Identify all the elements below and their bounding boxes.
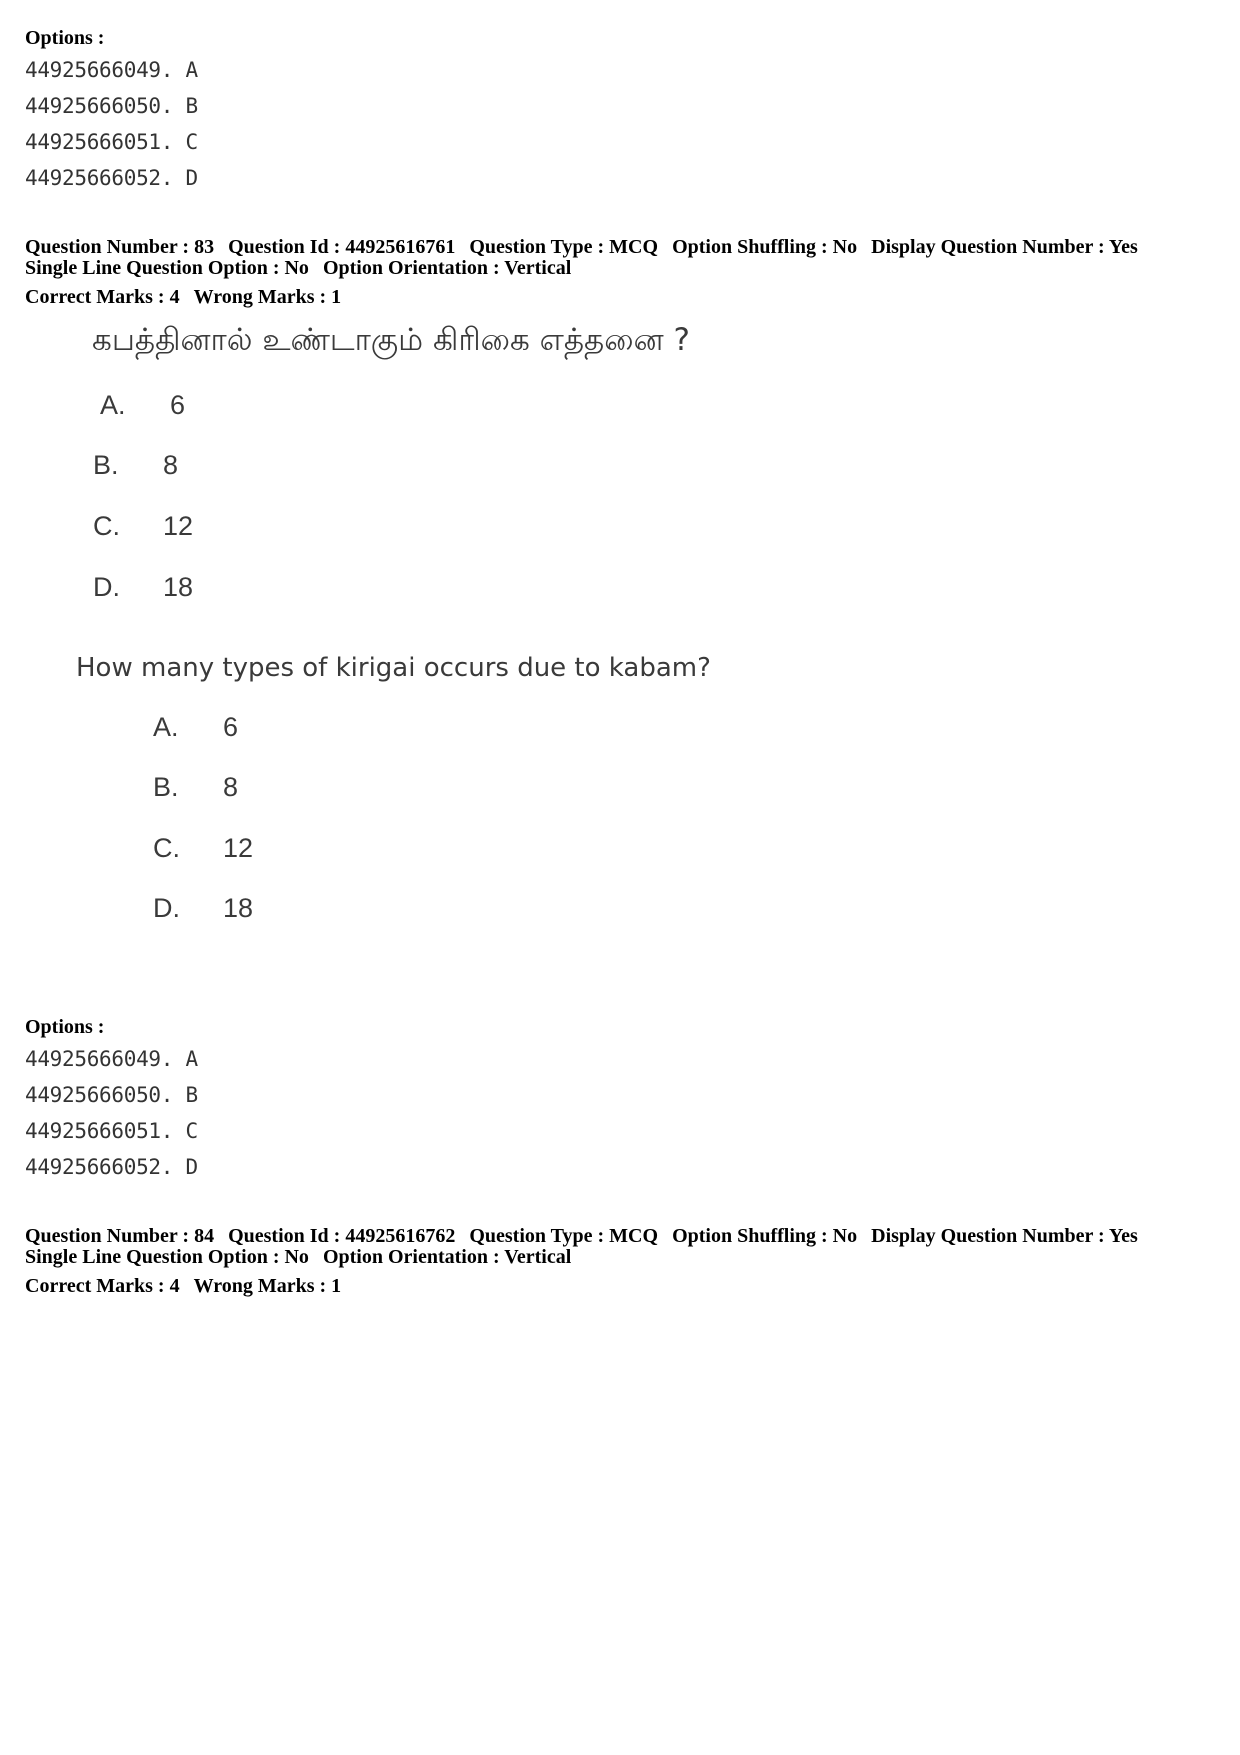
display-question-number: Display Question Number : Yes [871, 236, 1138, 258]
question-meta-line1 [25, 237, 1152, 258]
wrong-marks: Wrong Marks : 1 [193, 1275, 342, 1297]
question-marks-line [25, 287, 355, 308]
question-marks-line [25, 1276, 355, 1297]
display-question-number: Display Question Number : Yes [871, 1225, 1138, 1247]
options-label: Options : [25, 1016, 105, 1038]
choice-value: 18 [223, 893, 254, 923]
option-code-line: 44925666049. A [25, 58, 198, 82]
option-code-line: 44925666050. B [25, 1083, 198, 1107]
tamil-choice [93, 450, 178, 481]
choice-letter: D. [153, 893, 180, 923]
option-code-line: 44925666050. B [25, 94, 198, 118]
choice-letter: B. [93, 450, 119, 480]
question-number: Question Number : 83 [25, 236, 215, 258]
english-choice [153, 712, 238, 743]
question-meta-line2 [25, 1247, 585, 1268]
choice-letter: C. [153, 833, 180, 863]
option-code-line: 44925666052. D [25, 166, 198, 190]
correct-marks: Correct Marks : 4 [25, 1275, 180, 1297]
choice-letter: B. [153, 772, 179, 802]
choice-letter: D. [93, 572, 120, 602]
correct-marks: Correct Marks : 4 [25, 286, 180, 308]
choice-letter: C. [93, 511, 120, 541]
choice-value: 6 [223, 712, 239, 742]
question-type: Question Type : MCQ [469, 1225, 659, 1247]
english-choice [153, 893, 253, 924]
option-code-line: 44925666049. A [25, 1047, 198, 1071]
question-meta-line2 [25, 258, 585, 279]
single-line-option: Single Line Question Option : No [25, 257, 309, 279]
single-line-option: Single Line Question Option : No [25, 1246, 309, 1268]
choice-value: 18 [163, 572, 194, 602]
question-number: Question Number : 84 [25, 1225, 215, 1247]
english-question-text: How many types of kirigai occurs due to kabam? [76, 653, 711, 683]
question-id: Question Id : 44925616761 [228, 236, 456, 258]
wrong-marks: Wrong Marks : 1 [193, 286, 342, 308]
choice-value: 8 [223, 772, 239, 802]
option-code-line: 44925666052. D [25, 1155, 198, 1179]
tamil-choice [93, 572, 193, 603]
tamil-question-text: கபத்தினால் உண்டாகும் கிரிகை எத்தனை ? [92, 322, 690, 358]
option-shuffling: Option Shuffling : No [672, 1225, 858, 1247]
option-orientation: Option Orientation : Vertical [322, 1246, 572, 1268]
option-code-line: 44925666051. C [25, 1119, 198, 1143]
english-choice [153, 833, 253, 864]
choice-value: 8 [163, 450, 179, 480]
tamil-choice [100, 390, 185, 421]
tamil-choice [93, 511, 193, 542]
choice-letter: A. [153, 712, 179, 742]
option-code-line: 44925666051. C [25, 130, 198, 154]
choice-letter: A. [100, 390, 126, 420]
option-orientation: Option Orientation : Vertical [322, 257, 572, 279]
question-id: Question Id : 44925616762 [228, 1225, 456, 1247]
choice-value: 12 [163, 511, 194, 541]
options-label: Options : [25, 27, 105, 49]
option-shuffling: Option Shuffling : No [672, 236, 858, 258]
question-type: Question Type : MCQ [469, 236, 659, 258]
english-choice [153, 772, 238, 803]
choice-value: 12 [223, 833, 254, 863]
choice-value: 6 [170, 390, 186, 420]
question-meta-line1 [25, 1226, 1152, 1247]
